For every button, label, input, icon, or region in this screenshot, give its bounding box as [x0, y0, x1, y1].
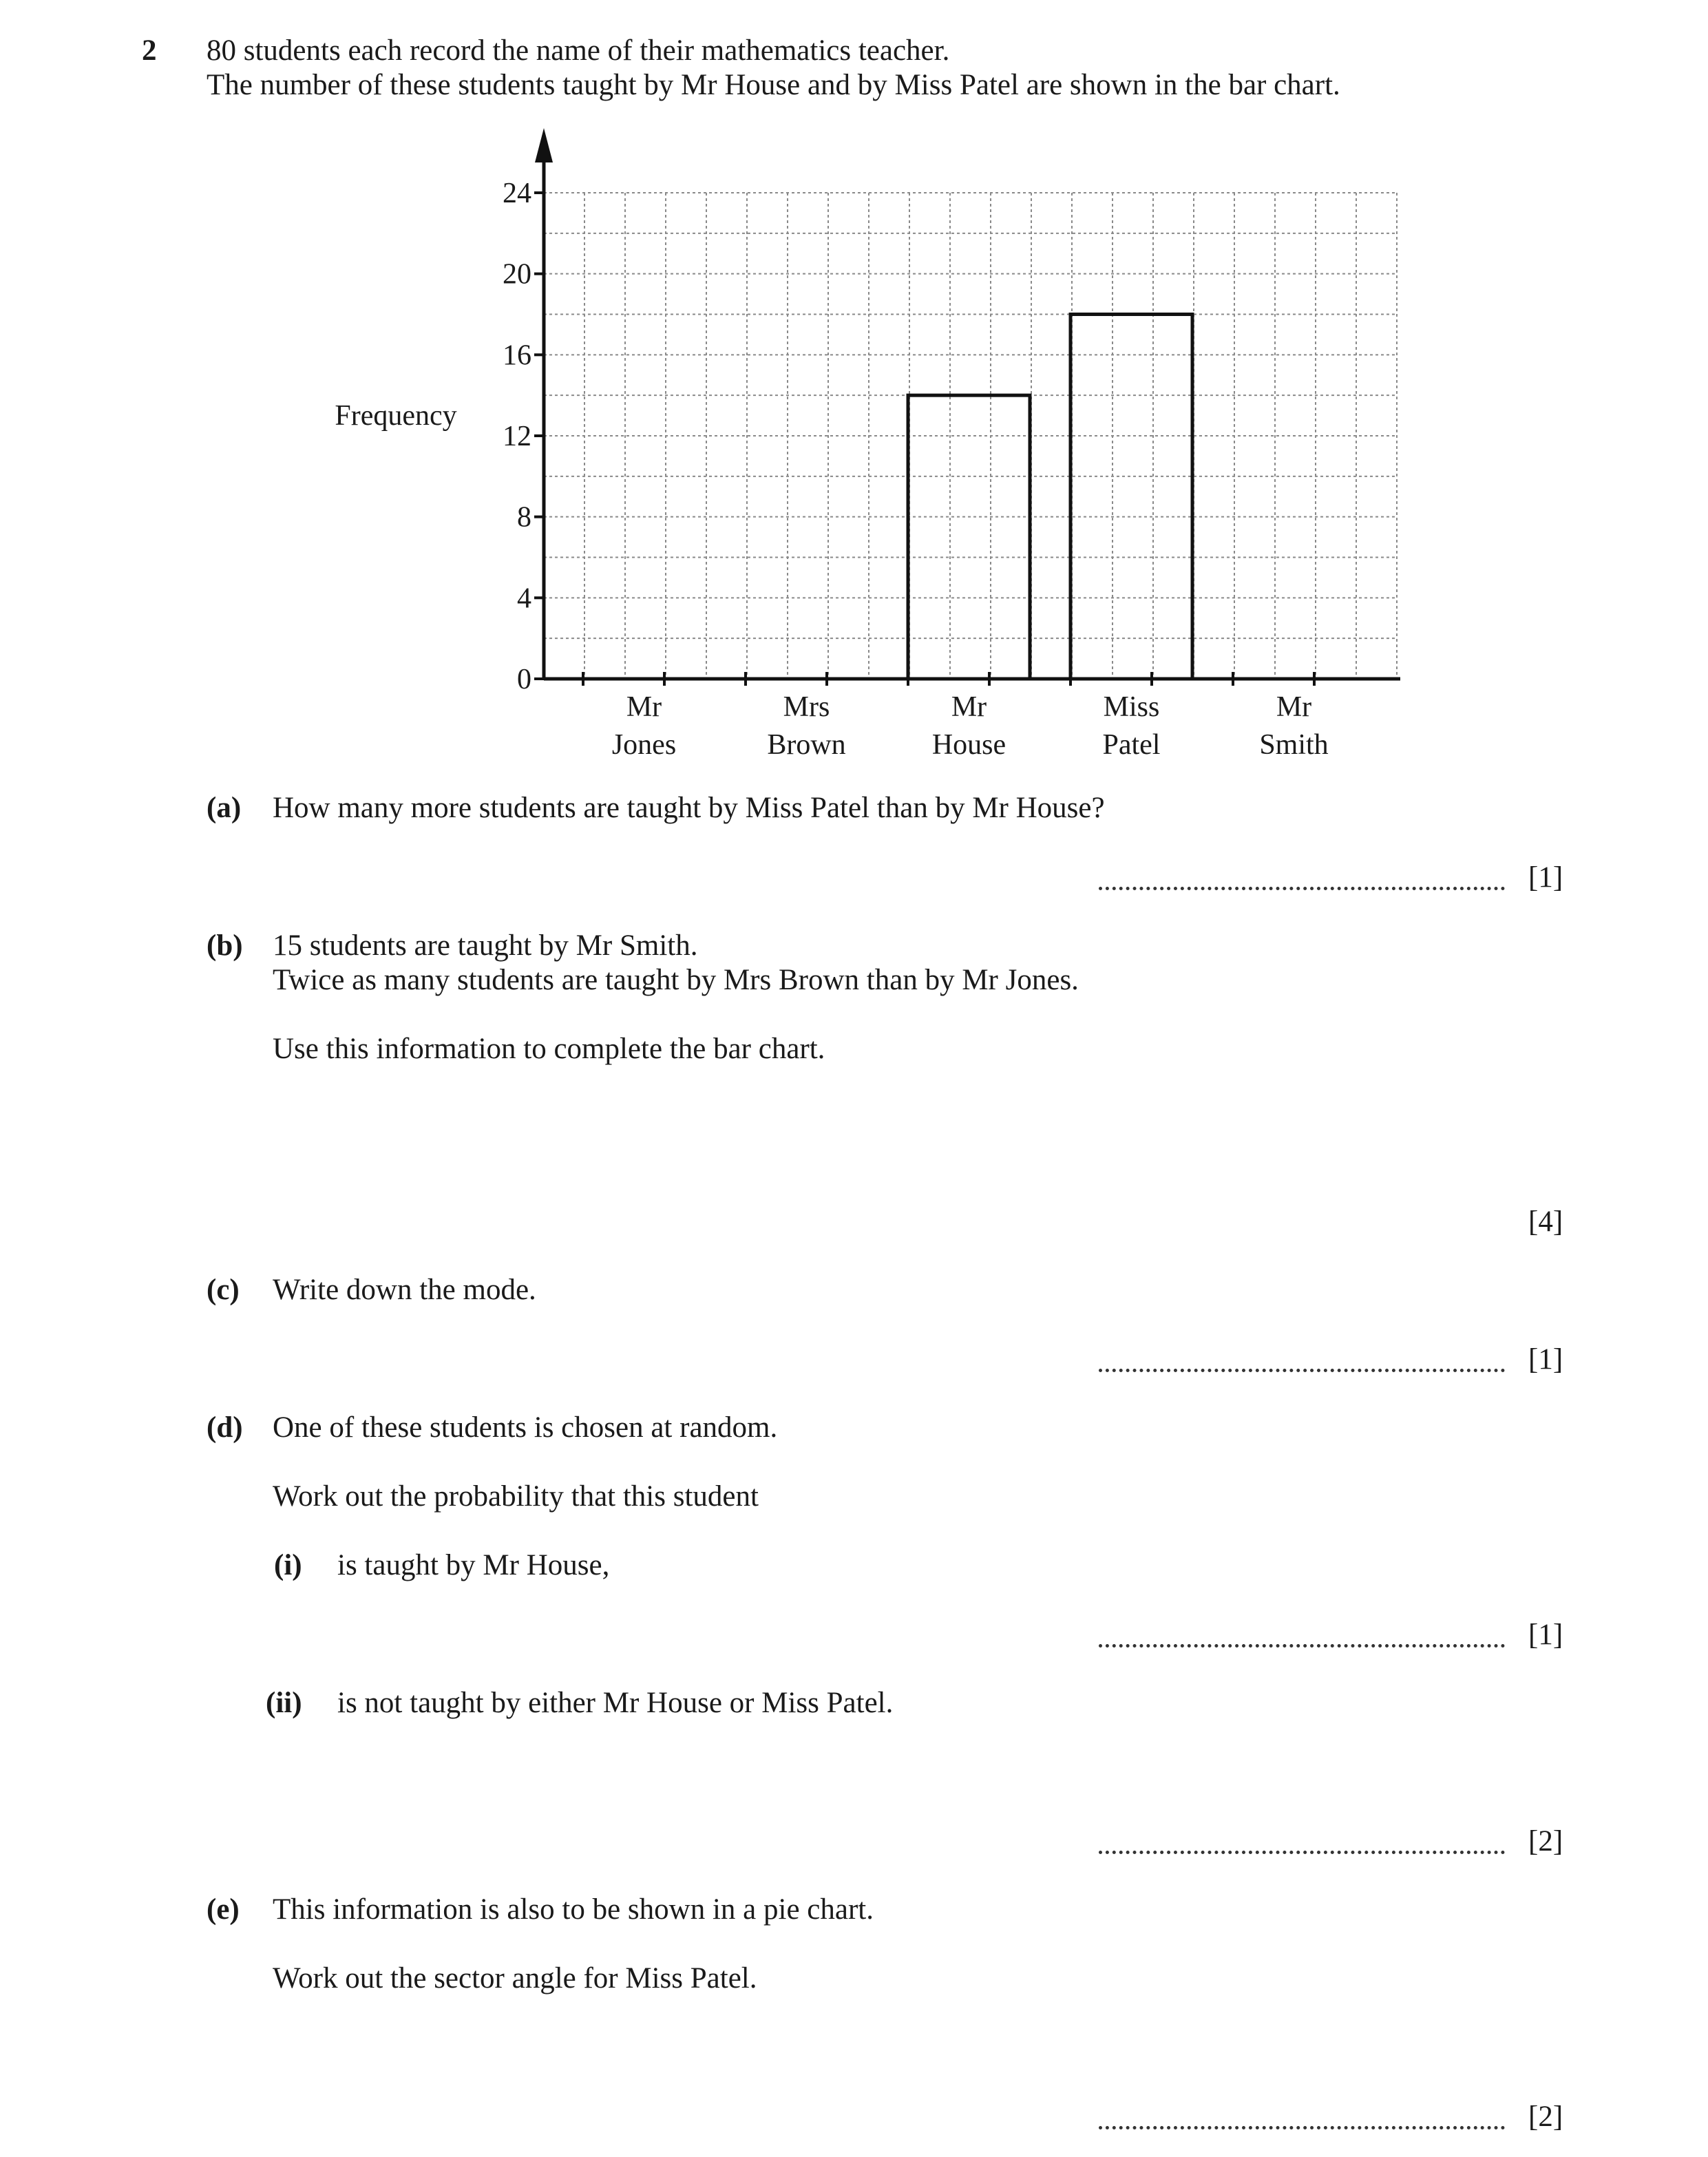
intro-line-1: 80 students each record the name of their mathematics teacher. [207, 34, 950, 67]
x-category-label: House [931, 729, 1006, 761]
answer-line-e[interactable] [1099, 2126, 1505, 2129]
x-category-label: Patel [1102, 729, 1161, 761]
part-b-line-3: Use this information to complete the bar chart. [273, 1033, 825, 1065]
y-tick-label: 24 [503, 178, 531, 209]
part-d-i-label: (i) [274, 1549, 302, 1581]
intro-line-2: The number of these students taught by Mr House and by Miss Patel are shown in the bar chart. [207, 69, 1340, 101]
y-tick-label: 20 [503, 258, 531, 291]
mark-b: [4] [1528, 1206, 1563, 1238]
y-tick-label: 8 [517, 501, 531, 534]
x-axis-labels [612, 691, 1329, 761]
bar-chart [0, 0, 1708, 771]
part-d-i-text: is taught by Mr House, [337, 1549, 610, 1581]
chart-grid [544, 193, 1398, 679]
mark-d-i: [1] [1528, 1619, 1563, 1651]
part-e-line-2: Work out the sector angle for Miss Patel. [273, 1962, 757, 1995]
part-b-label: (b) [207, 929, 243, 962]
x-category-label: Brown [767, 729, 846, 761]
x-category-label: Mrs [783, 691, 830, 723]
mark-e: [2] [1528, 2101, 1563, 2133]
part-e-line-1: This information is also to be shown in a pie chart. [273, 1893, 874, 1926]
part-a-text: How many more students are taught by Miss Patel than by Mr House? [273, 792, 1105, 824]
part-b-line-1: 15 students are taught by Mr Smith. [273, 929, 698, 962]
answer-line-c[interactable] [1099, 1369, 1505, 1372]
y-tick-label: 0 [517, 664, 531, 695]
part-e-label: (e) [207, 1893, 240, 1926]
question-number: 2 [142, 34, 157, 67]
bar-miss-patel [1071, 315, 1192, 680]
x-category-label: Mr [951, 691, 987, 723]
y-tick-label: 16 [503, 339, 531, 372]
part-d-ii-label: (ii) [266, 1687, 302, 1719]
y-axis-ticks [503, 178, 544, 695]
part-c-text: Write down the mode. [273, 1274, 536, 1306]
bar-mr-house [908, 395, 1030, 679]
y-axis-label: Frequency [335, 400, 457, 432]
answer-line-d-ii[interactable] [1099, 1851, 1505, 1854]
part-d-label: (d) [207, 1411, 243, 1444]
part-d-ii-text: is not taught by either Mr House or Miss Patel. [337, 1687, 894, 1719]
y-tick-label: 12 [503, 421, 531, 452]
answer-line-d-i[interactable] [1099, 1644, 1505, 1648]
x-category-label: Mr [626, 691, 662, 723]
y-axis-arrow [535, 128, 553, 162]
x-category-label: Miss [1103, 691, 1160, 723]
part-d-line-1: One of these students is chosen at random. [273, 1411, 778, 1444]
part-b-line-2: Twice as many students are taught by Mrs Brown than by Mr Jones. [273, 964, 1079, 996]
answer-line-a[interactable] [1099, 887, 1505, 890]
part-d-line-2: Work out the probability that this student [273, 1480, 759, 1513]
chart-axes [535, 128, 1400, 686]
x-category-label: Smith [1259, 729, 1329, 761]
y-tick-label: 4 [517, 582, 531, 615]
part-c-label: (c) [207, 1274, 240, 1306]
x-category-label: Mr [1276, 691, 1312, 723]
part-a-label: (a) [207, 792, 242, 824]
mark-d-ii: [2] [1528, 1825, 1563, 1858]
mark-c: [1] [1528, 1343, 1563, 1376]
mark-a: [1] [1528, 861, 1563, 894]
x-category-label: Jones [611, 729, 677, 761]
